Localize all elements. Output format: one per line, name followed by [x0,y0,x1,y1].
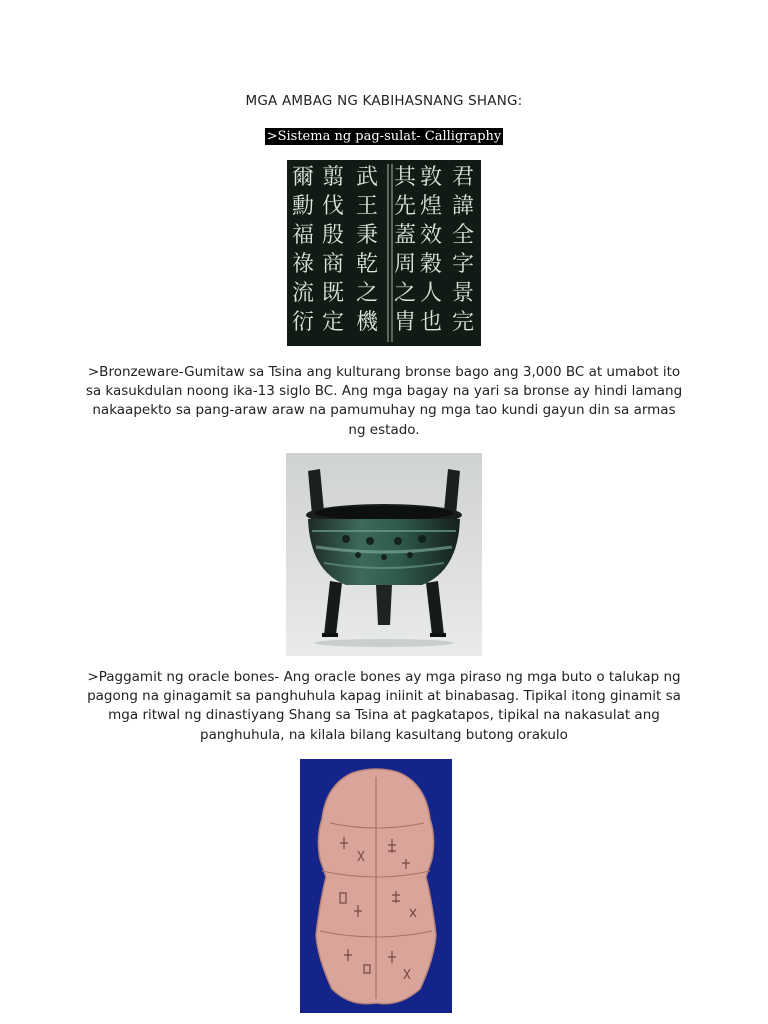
calligraphy-char: 定 [321,310,345,335]
calligraphy-char: 武 [355,165,379,190]
calligraphy-char: 爾 [291,165,315,190]
calligraphy-rubbing-image [287,160,481,346]
calligraphy-char: 景 [451,281,475,306]
calligraphy-char: 王 [355,194,379,219]
calligraphy-char: 其 [393,165,417,190]
calligraphy-char: 勳 [291,194,315,219]
calligraphy-char: 福 [291,223,315,248]
oracle-bone-shell-image [300,759,452,1013]
bronze-svg [286,453,482,656]
section-heading-calligraphy: >Sistema ng pag-sulat- Calligraphy [266,129,502,144]
calligraphy-char: 敦 [419,165,443,190]
paragraph-bronzeware: >Bronzeware-Gumitaw sa Tsina ang kulturang bronse bago ang 3,000 BC at umabot ito sa kasukdulan noong ika-13 siglo BC. Ang mga bagay na yari sa bronse ay hindi lamang nakaapekto sa pang-araw araw na pamumuhay ng mga tao kundi gayun din sa armas ng estado. [85,364,683,438]
calligraphy-char: 既 [321,281,345,306]
calligraphy-char: 伐 [321,194,345,219]
calligraphy-char: 衍 [291,310,315,335]
calligraphy-char: 商 [321,252,345,277]
calligraphy-char: 也 [419,310,443,335]
bronze-ding-vessel-image [286,453,482,656]
calligraphy-char: 乾 [355,252,379,277]
calligraphy-char: 周 [393,252,417,277]
calligraphy-char: 翦 [321,165,345,190]
section-heading-wrap [0,125,768,145]
calligraphy-char: 人 [419,281,443,306]
calligraphy-char: 全 [451,223,475,248]
calligraphy-svg [287,160,481,346]
calligraphy-char: 君 [451,165,475,190]
calligraphy-char: 之 [355,281,379,306]
calligraphy-char: 蓋 [393,223,417,248]
calligraphy-char: 流 [291,281,315,306]
calligraphy-char: 諱 [451,194,475,219]
calligraphy-char: 機 [355,310,379,335]
calligraphy-char: 煌 [419,194,443,219]
calligraphy-char: 先 [393,194,417,219]
calligraphy-char: 字 [451,252,475,277]
calligraphy-char: 效 [419,223,443,248]
calligraphy-char: 穀 [419,252,443,277]
calligraphy-char: 完 [451,310,475,335]
calligraphy-char: 之 [393,281,417,306]
calligraphy-char: 殷 [321,223,345,248]
calligraphy-char: 胄 [393,310,417,335]
oracle-svg [300,759,452,1013]
paragraph-oracle-bones: >Paggamit ng oracle bones- Ang oracle bones ay mga piraso ng mga buto o talukap ng pagong na ginagamit sa panghuhula kapag iniinit at binabasag. Tipikal itong ginamit sa mga ritwal ng dinastiyang Shang sa Tsina at pagkatapos, tipikal na nakasulat ang panghuhula, na kilala bilang kasultang butong orakulo [87,669,681,743]
calligraphy-char: 秉 [355,223,379,248]
calligraphy-char: 祿 [291,252,315,277]
page-title: MGA AMBAG NG KABIHASNANG SHANG: [245,93,523,109]
